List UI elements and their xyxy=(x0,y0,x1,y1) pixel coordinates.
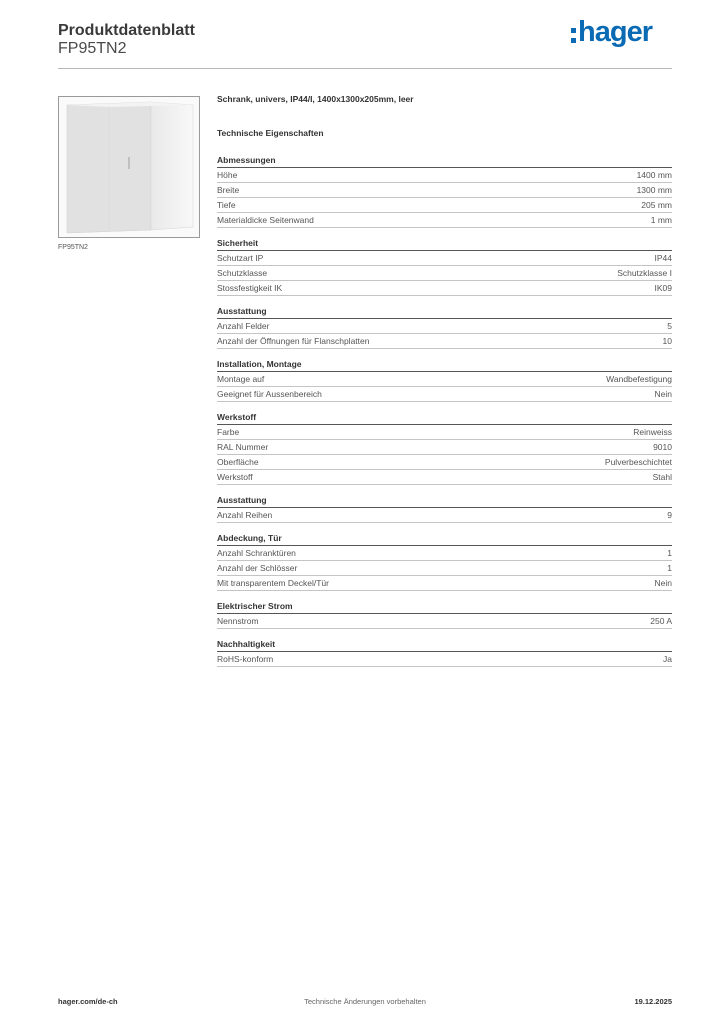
spec-row xyxy=(217,470,672,485)
spec-row xyxy=(217,652,672,667)
spec-value: 5 xyxy=(667,321,672,331)
spec-row xyxy=(217,183,672,198)
spec-row xyxy=(217,440,672,455)
spec-label: Anzahl Felder xyxy=(217,321,270,331)
spec-label: Stossfestigkeit IK xyxy=(217,283,283,293)
header-divider xyxy=(58,68,672,69)
spec-group-title: Abdeckung, Tür xyxy=(217,532,672,546)
spec-group xyxy=(217,532,672,591)
spec-label: Schutzklasse xyxy=(217,268,268,278)
spec-row xyxy=(217,387,672,402)
spec-value: 9010 xyxy=(653,442,672,452)
spec-value: 1400 mm xyxy=(636,170,672,180)
spec-group xyxy=(217,494,672,523)
spec-row xyxy=(217,425,672,440)
cabinet-image-icon xyxy=(59,97,199,237)
spec-value: 1 xyxy=(667,548,672,558)
spec-label: Montage auf xyxy=(217,374,265,384)
document-title: Produktdatenblatt xyxy=(58,22,195,39)
spec-group-title: Nachhaltigkeit xyxy=(217,638,672,652)
spec-value: 9 xyxy=(667,510,672,520)
spec-value: 250 A xyxy=(650,616,672,626)
spec-label: Anzahl Reihen xyxy=(217,510,273,520)
spec-value: 1300 mm xyxy=(636,185,672,195)
spec-row xyxy=(217,251,672,266)
spec-groups xyxy=(217,154,672,667)
spec-group xyxy=(217,358,672,402)
spec-group-title: Sicherheit xyxy=(217,237,672,251)
spec-value: 10 xyxy=(662,336,672,346)
spec-row xyxy=(217,334,672,349)
spec-group-title: Elektrischer Strom xyxy=(217,600,672,614)
section-title: Technische Eigenschaften xyxy=(217,128,324,138)
spec-value: IK09 xyxy=(654,283,672,293)
spec-label: Breite xyxy=(217,185,240,195)
spec-row xyxy=(217,168,672,183)
product-description: Schrank, univers, IP44/I, 1400x1300x205mm, leer xyxy=(217,94,414,104)
spec-group xyxy=(217,411,672,485)
spec-value: IP44 xyxy=(654,253,672,263)
spec-group-title: Installation, Montage xyxy=(217,358,672,372)
spec-group xyxy=(217,237,672,296)
spec-group xyxy=(217,600,672,629)
spec-row xyxy=(217,372,672,387)
spec-value: Nein xyxy=(654,578,672,588)
spec-label: RoHS-konform xyxy=(217,654,274,664)
spec-value: 1 mm xyxy=(650,215,672,225)
spec-group-title: Ausstattung xyxy=(217,305,672,319)
spec-value: Stahl xyxy=(652,472,672,482)
spec-value: Reinweiss xyxy=(633,427,672,437)
spec-value: Nein xyxy=(654,389,672,399)
spec-group xyxy=(217,305,672,349)
spec-label: Anzahl der Öffnungen für Flanschplatten xyxy=(217,336,370,346)
spec-label: Höhe xyxy=(217,170,238,180)
logo-text: hager xyxy=(578,16,652,48)
spec-label: Farbe xyxy=(217,427,240,437)
spec-row xyxy=(217,281,672,296)
spec-row xyxy=(217,546,672,561)
spec-label: RAL Nummer xyxy=(217,442,269,452)
spec-row xyxy=(217,198,672,213)
footer-website[interactable]: hager.com/de-ch xyxy=(58,997,118,1006)
spec-group-title: Werkstoff xyxy=(217,411,672,425)
image-caption: FP95TN2 xyxy=(58,244,88,251)
spec-value: 1 xyxy=(667,563,672,573)
spec-label: Anzahl Schranktüren xyxy=(217,548,296,558)
spec-value: Pulverbeschichtet xyxy=(604,457,672,467)
spec-value: 205 mm xyxy=(641,200,672,210)
spec-label: Nennstrom xyxy=(217,616,259,626)
hager-logo xyxy=(571,18,652,47)
spec-label: Tiefe xyxy=(217,200,236,210)
spec-group-title: Ausstattung xyxy=(217,494,672,508)
spec-label: Werkstoff xyxy=(217,472,253,482)
spec-row xyxy=(217,213,672,228)
spec-group xyxy=(217,154,672,228)
spec-row xyxy=(217,508,672,523)
spec-label: Anzahl der Schlösser xyxy=(217,563,298,573)
spec-row xyxy=(217,266,672,281)
spec-row xyxy=(217,455,672,470)
product-code: FP95TN2 xyxy=(58,40,127,57)
product-image xyxy=(58,96,200,238)
spec-row xyxy=(217,561,672,576)
footer-disclaimer: Technische Änderungen vorbehalten xyxy=(304,997,426,1006)
spec-label: Mit transparentem Deckel/Tür xyxy=(217,578,329,588)
footer-date: 19.12.2025 xyxy=(634,997,672,1006)
spec-label: Geeignet für Aussenbereich xyxy=(217,389,322,399)
spec-value: Wandbefestigung xyxy=(606,374,672,384)
spec-value: Ja xyxy=(663,654,672,664)
spec-group xyxy=(217,638,672,667)
page-header xyxy=(58,16,672,70)
logo-colon-icon xyxy=(571,28,576,43)
spec-label: Schutzart IP xyxy=(217,253,264,263)
spec-value: Schutzklasse I xyxy=(617,268,672,278)
spec-group-title: Abmessungen xyxy=(217,154,672,168)
spec-table xyxy=(217,94,672,676)
spec-row xyxy=(217,319,672,334)
spec-label: Materialdicke Seitenwand xyxy=(217,215,314,225)
spec-label: Oberfläche xyxy=(217,457,259,467)
spec-row xyxy=(217,614,672,629)
spec-row xyxy=(217,576,672,591)
